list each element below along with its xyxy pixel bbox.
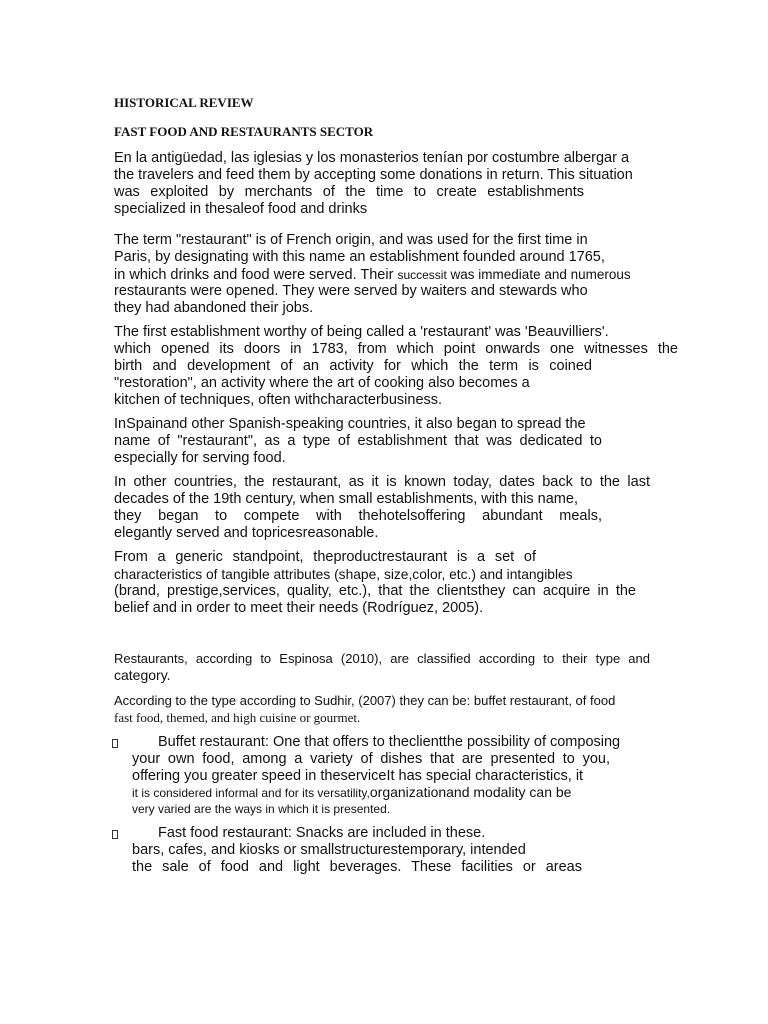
paragraph-types [114,692,680,726]
text-line: According to the type according to Sudhir, (2007) they can be: buffet restaurant, of food [114,693,616,708]
section-heading: FAST FOOD AND RESTAURANTS SECTOR [114,124,374,139]
text-line: Buffet restaurant: One that offers to theclientthe possibility of composing [158,734,621,750]
text-line: was exploited by merchants of the time to create establishments [114,184,584,200]
bullet-marker-icon [112,829,122,841]
text-line: The term "restaurant" is of French origin, and was used for the first time in [114,232,588,248]
text-line: bars, cafes, and kiosks or smallstructurestemporary, intended [132,841,526,858]
text-segment: in which drinks and food were served. Their [114,267,398,283]
text-line: characteristics of tangible attributes (shape, size,color, etc.) and intangibles [114,567,573,582]
paragraph-generic-standpoint [114,549,680,617]
paragraph-beauvilliers [114,324,680,409]
text-line: Paris, by designating with this name an establishment founded around 1765, [114,249,605,265]
bullet-buffet-restaurant [132,734,621,818]
text-line: they had abandoned their jobs. [114,300,314,316]
text-line: elegantly served and topricesreasonable. [114,525,379,541]
text-line: In other countries, the restaurant, as it is known today, dates back to the last [114,474,650,490]
text-line: From a generic standpoint, theproductrestaurant is a set of [114,549,536,565]
text-line: The first establishment worthy of being called a 'restaurant' was 'Beauvilliers'. [114,324,609,340]
text-segment: was immediate and numerous [446,267,631,282]
text-line: they began to compete with thehotelsoffering abundant meals, [114,508,602,524]
paragraph-term-origin [114,232,680,317]
page-title: HISTORICAL REVIEW [114,95,254,110]
text-line: "restoration", an activity where the art of cooking also becomes a [114,375,530,391]
text-line: belief and in order to meet their needs (Rodríguez, 2005). [114,600,484,616]
text-line: the sale of food and light beverages. These facilities or areas [132,858,582,875]
text-line: InSpainand other Spanish-speaking countries, it also began to spread the [114,416,586,432]
text-line: En la antigüedad, las iglesias y los monasterios tenían por costumbre albergar a [114,150,630,166]
text-line: category. [114,667,171,683]
paragraph-antiquity [114,150,680,218]
bullet-fast-food-restaurant [132,825,610,875]
text-segment-small: successit [397,268,447,282]
paragraph-spain [114,416,680,467]
text-line: birth and development of an activity for which the term is coined [114,358,592,374]
text-line: name of "restaurant", as a type of establishment that was dedicated to [114,433,602,449]
text-line: Restaurants, according to Espinosa (2010), are classified according to their type and [114,651,650,666]
text-line: very varied are the ways in which it is presented. [132,802,391,817]
text-line: kitchen of techniques, often withcharacterbusiness. [114,392,443,408]
paragraph-other-countries [114,474,680,542]
text-line: your own food, among a variety of dishes that are presented to you, [132,750,610,767]
text-line: the travelers and feed them by accepting some donations in return. This situation [114,167,633,183]
text-line [132,784,610,801]
text-line: Fast food restaurant: Snacks are included in these. [158,825,486,841]
text-line: (brand, prestige,services, quality, etc.), that the clientsthey can acquire in the [114,583,636,599]
text-line: which opened its doors in 1783, from which point onwards one witnesses the [114,341,678,357]
text-segment: organizationand modality can be [369,784,572,801]
paragraph-classification [114,650,680,684]
text-segment-small: it is considered informal and for its versatility, [132,786,370,801]
bullet-marker-icon [112,738,122,750]
text-line: decades of the 19th century, when small establishments, with this name, [114,491,578,507]
text-line: offering you greater speed in theserviceIt has special characteristics, it [132,767,584,784]
text-line: especially for serving food. [114,450,286,466]
text-line [114,266,680,283]
text-line: specialized in thesaleof food and drinks [114,201,368,217]
text-line: restaurants were opened. They were served by waiters and stewards who [114,283,588,299]
text-line: fast food, themed, and high cuisine or gourmet. [114,710,361,725]
